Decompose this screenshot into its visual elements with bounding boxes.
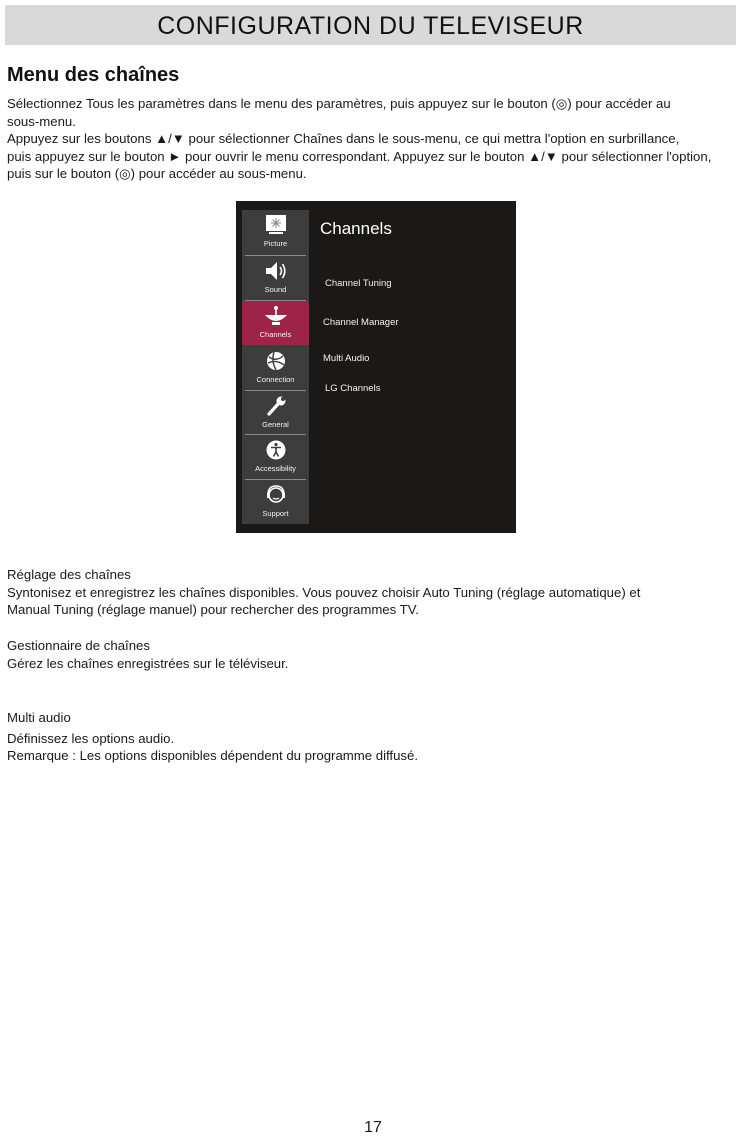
sidebar-item-label: General [262,420,289,429]
settings-sidebar [242,210,309,524]
menu-option-multi-audio[interactable]: Multi Audio [323,353,370,364]
connection-icon [263,350,289,372]
accessibility-icon [263,439,289,461]
sidebar-item-accessibility[interactable] [242,435,309,479]
panel-title: Channels [320,219,392,238]
channels-icon [263,305,289,327]
sidebar-item-label: Sound [264,285,287,294]
intro-line: sous-menu. [7,113,76,129]
sidebar-item-general[interactable] [242,391,309,435]
page-header-title: CONFIGURATION DU TELEVISEUR [157,12,584,40]
description-line: Remarque : Les options disponibles dépendent du programme diffusé. [7,748,419,763]
description-title: Multi audio [7,710,71,725]
intro-paragraph [7,95,743,183]
header-bar [5,5,736,45]
sidebar-item-sound[interactable] [242,256,309,300]
sidebar-item-picture[interactable] [242,210,309,254]
description-channel-manager [7,637,743,672]
picture-icon [263,214,289,236]
intro-line: puis sur le bouton (◎) pour accéder au sous-menu. [7,166,307,181]
description-title: Gestionnaire de chaînes [7,638,150,653]
menu-option-channel-tuning[interactable]: Channel Tuning [325,278,392,289]
sidebar-item-connection[interactable] [242,346,309,390]
intro-line: puis appuyez sur le bouton ► pour ouvrir le menu correspondant. Appuyez sur le bouton ▲/▼ pour sélectionner l'option, [7,148,712,164]
description-line: Définissez les options audio. [7,730,175,746]
intro-line: Sélectionnez Tous les paramètres dans le menu des paramètres, puis appuyez sur le bouton (◎) pour accéder au [7,96,671,111]
description-multi-audio [7,709,743,765]
description-title: Réglage des chaînes [7,567,131,582]
description-line: Gérez les chaînes enregistrées sur le téléviseur. [7,655,289,671]
sidebar-item-label: Channels [259,330,292,339]
sidebar-item-channels[interactable] [242,301,309,345]
wrench-icon [263,395,289,417]
tv-menu-screenshot [236,201,516,533]
page-number: 17 [364,1119,382,1136]
sidebar-item-label: Picture [263,239,288,248]
description-line: Syntonisez et enregistrez les chaînes disponibles. Vous pouvez choisir Auto Tuning (réglage automatique) et [7,584,641,600]
sidebar-item-label: Connection [256,375,295,384]
section-title: Menu des chaînes [7,64,180,86]
sidebar-item-label: Support [262,509,289,518]
description-line: Manual Tuning (réglage manuel) pour rechercher des programmes TV. [7,602,419,617]
menu-option-lg-channels[interactable]: LG Channels [325,383,381,394]
support-icon [263,484,289,506]
description-channel-tuning [7,566,743,619]
menu-option-channel-manager[interactable]: Channel Manager [323,317,399,328]
sound-icon [263,260,289,282]
sidebar-item-support[interactable] [242,480,309,524]
sidebar-item-label: Accessibility [255,464,296,473]
intro-line: Appuyez sur les boutons ▲/▼ pour sélectionner Chaînes dans le sous-menu, ce qui mettra l'option en surbrillance, [7,131,680,146]
